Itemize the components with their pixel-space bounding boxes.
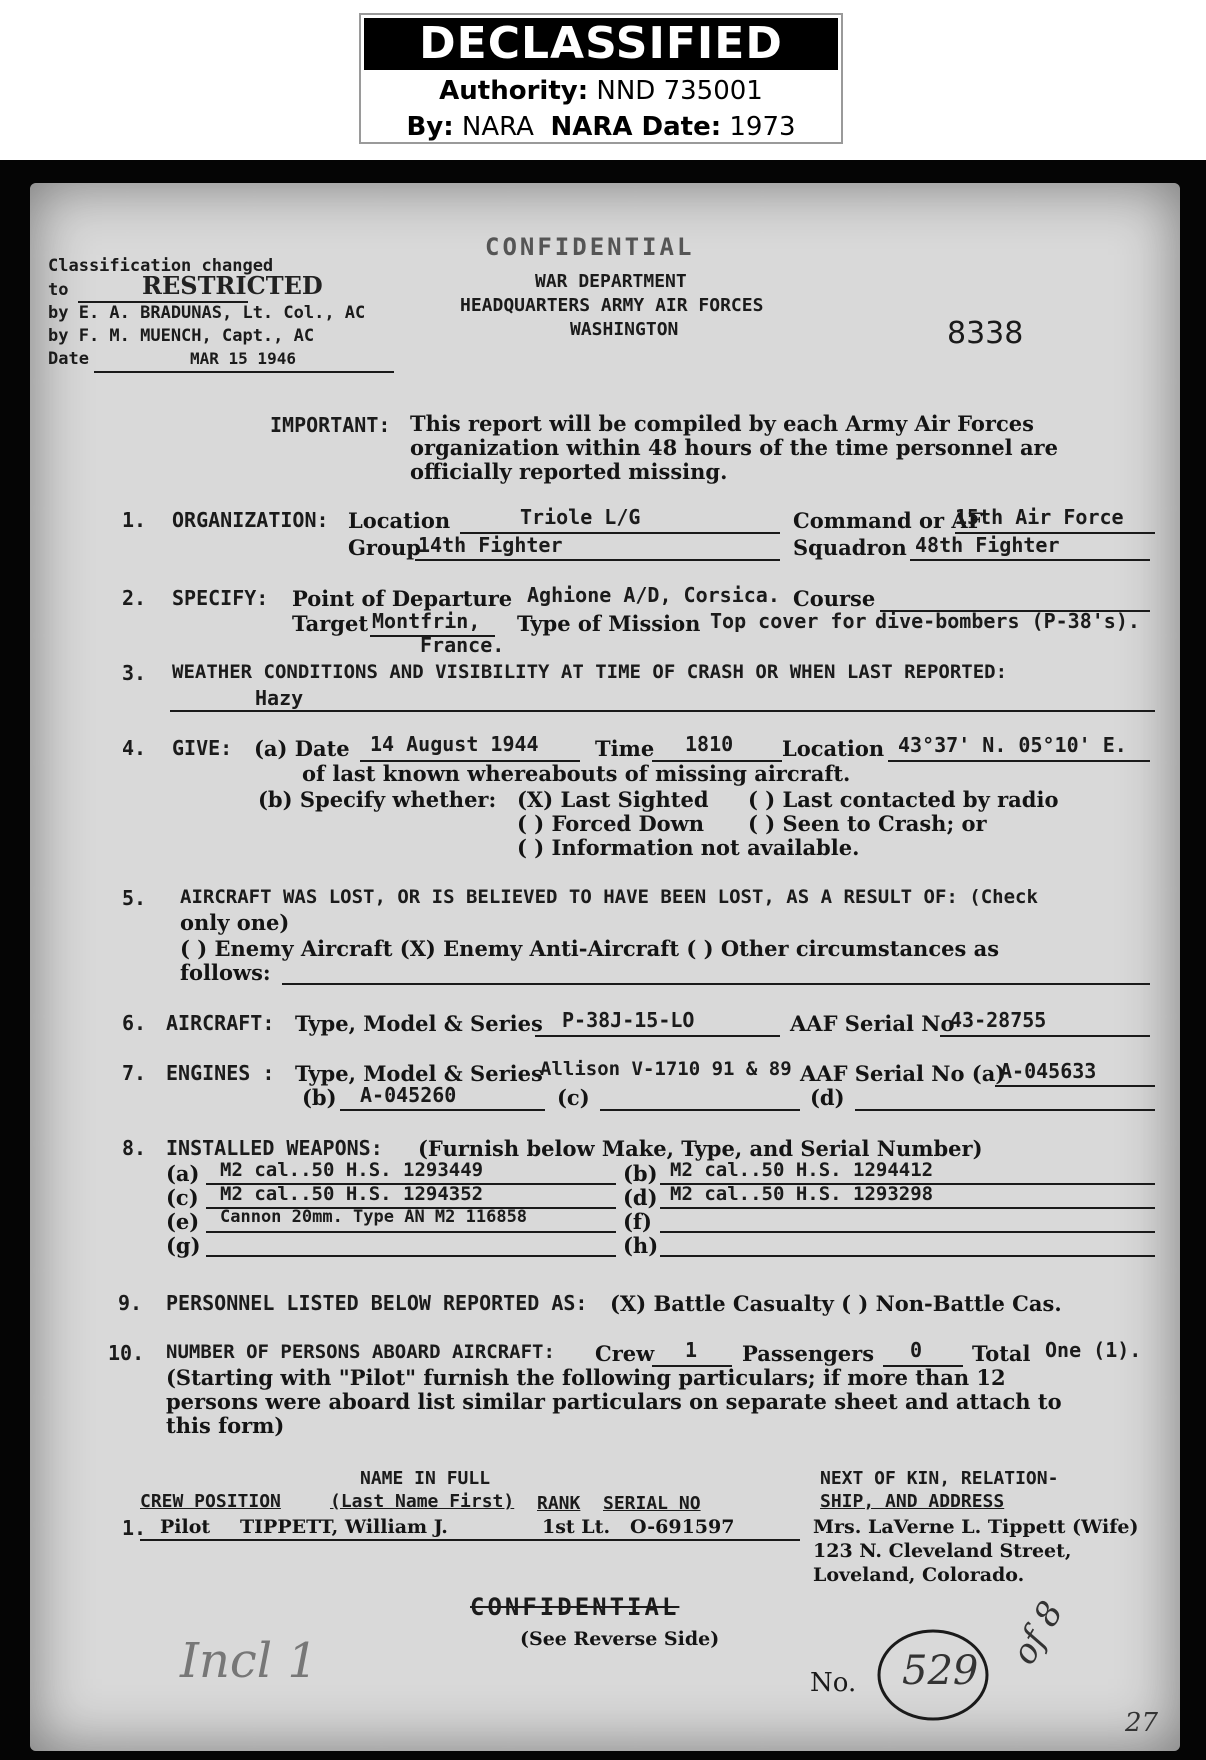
s4-opt5: ( ) Information not available. xyxy=(517,835,860,860)
s4-location-value: 43°37' N. 05°10' E. xyxy=(898,733,1127,757)
s10-crew-label: Crew xyxy=(595,1341,655,1366)
classification-to-label: to xyxy=(48,280,69,300)
s10-line3: persons were aboard list similar particulars on separate sheet and attach to xyxy=(166,1389,1062,1414)
s8-e-value: Cannon 20mm. Type AN M2 116858 xyxy=(220,1207,528,1227)
footer-page: 27 xyxy=(1125,1708,1159,1738)
document-number: 8338 xyxy=(947,316,1024,351)
crew-kin3: Loveland, Colorado. xyxy=(813,1564,1025,1586)
classification-date-value: MAR 15 1946 xyxy=(190,349,296,368)
s9-label: PERSONNEL LISTED BELOW REPORTED AS: xyxy=(166,1291,588,1315)
s2-departure-value: Aghione A/D, Corsica. xyxy=(527,583,780,607)
crew-kin2: 123 N. Cleveland Street, xyxy=(813,1540,1072,1562)
s8-b-label: (b) xyxy=(623,1161,658,1186)
classification-by1: by E. A. BRADUNAS, Lt. Col., AC xyxy=(48,303,366,323)
s9-num: 9. xyxy=(118,1291,143,1315)
s2-mission-value: Top cover for xyxy=(710,609,867,633)
crew-row-num: 1. xyxy=(122,1516,147,1540)
s7-b-value: A-045260 xyxy=(360,1083,457,1107)
s3-value: Hazy xyxy=(255,686,304,710)
s3-label: WEATHER CONDITIONS AND VISIBILITY AT TIME OF CRASH OR WHEN LAST REPORTED: xyxy=(172,661,1008,683)
crew-rank: 1st Lt. xyxy=(542,1516,611,1538)
s7-a-value: A-045633 xyxy=(1000,1059,1097,1083)
declassified-stamp xyxy=(359,13,843,144)
s8-g-label: (g) xyxy=(166,1233,201,1258)
s4-a-label: (a) Date xyxy=(254,736,350,761)
footer-reverse: (See Reverse Side) xyxy=(520,1628,720,1650)
crew-header-name1: NAME IN FULL xyxy=(360,1468,491,1489)
s4-label: GIVE: xyxy=(172,736,233,760)
classification-top: CONFIDENTIAL xyxy=(485,233,695,261)
s8-d-value: M2 cal..50 H.S. 1293298 xyxy=(670,1183,934,1205)
s5-line4: follows: xyxy=(180,960,271,985)
s6-type-value: P-38J-15-LO xyxy=(562,1008,695,1032)
important-line1: This report will be compiled by each Army Air Forces xyxy=(410,411,1034,436)
classification-changed: Classification changed xyxy=(48,256,274,276)
s1-location-value: Triole L/G xyxy=(520,505,641,529)
s4-date-value: 14 August 1944 xyxy=(370,732,539,756)
stamp-by: By: NARA NARA Date: 1973 xyxy=(406,112,796,142)
headquarters: HEADQUARTERS ARMY AIR FORCES xyxy=(460,295,764,316)
s2-target-value2: France. xyxy=(420,633,505,657)
war-department: WAR DEPARTMENT xyxy=(535,271,687,292)
s4-b-label: (b) Specify whether: xyxy=(258,787,497,812)
crew-header-name2: (Last Name First) xyxy=(330,1491,515,1512)
s8-c-label: (c) xyxy=(166,1185,199,1210)
s5-line3: ( ) Enemy Aircraft (X) Enemy Anti-Aircraft ( ) Other circumstances as xyxy=(180,936,1000,961)
s2-mission-value2: dive-bombers (P-38's). xyxy=(875,609,1140,633)
s8-d-label: (d) xyxy=(623,1185,658,1210)
s1-location-label: Location xyxy=(348,508,451,533)
crew-header-kin2: SHIP, AND ADDRESS xyxy=(820,1491,1005,1512)
s8-e-label: (e) xyxy=(166,1209,200,1234)
s1-group-label: Group xyxy=(348,535,421,560)
crew-kin1: Mrs. LaVerne L. Tippett (Wife) xyxy=(813,1516,1139,1538)
important-line3: officially reported missing. xyxy=(410,459,728,484)
s7-type-label: Type, Model & Series xyxy=(295,1061,543,1086)
s6-num: 6. xyxy=(122,1011,147,1035)
s7-serial-label: AAF Serial No (a) xyxy=(800,1061,1006,1086)
s7-label: ENGINES : xyxy=(166,1061,275,1085)
s4-opt3: ( ) Forced Down xyxy=(517,811,705,836)
s8-h-label: (h) xyxy=(623,1233,659,1258)
crew-header-serial: SERIAL NO xyxy=(603,1493,701,1514)
crew-header-rank: RANK xyxy=(537,1493,581,1514)
s1-num: 1. xyxy=(122,508,147,532)
washington: WASHINGTON xyxy=(570,319,679,340)
crew-header-kin1: NEXT OF KIN, RELATION- xyxy=(820,1468,1059,1489)
s6-type-label: Type, Model & Series xyxy=(295,1011,543,1036)
s6-serial-value: 43-28755 xyxy=(950,1008,1047,1032)
s2-target-label: Target xyxy=(292,611,369,636)
s2-target-value: Montfrin, xyxy=(372,609,481,633)
s10-total-label: Total xyxy=(972,1341,1031,1366)
s8-num: 8. xyxy=(122,1136,147,1160)
s8-a-value: M2 cal..50 H.S. 1293449 xyxy=(220,1159,484,1181)
s1-command-value: 15th Air Force xyxy=(955,505,1124,529)
s1-command-label: Command or AF xyxy=(793,508,983,533)
s1-group-value: 14th Fighter xyxy=(418,533,563,557)
s2-course-label: Course xyxy=(793,586,876,611)
s2-num: 2. xyxy=(122,586,147,610)
footer-no-label: No. xyxy=(810,1668,857,1698)
s6-serial-label: AAF Serial No xyxy=(790,1011,955,1036)
s10-pass-label: Passengers xyxy=(742,1341,875,1366)
s2-departure-label: Point of Departure xyxy=(292,586,513,611)
classification-date-label: Date xyxy=(48,349,89,369)
crew-header-position: CREW POSITION xyxy=(140,1491,281,1512)
s2-label: SPECIFY: xyxy=(172,586,269,610)
footer-no-value: 529 xyxy=(902,1648,979,1694)
crew-name: TIPPETT, William J. xyxy=(240,1516,448,1538)
s10-total-value: One (1). xyxy=(1045,1338,1142,1362)
crew-position: Pilot xyxy=(160,1516,211,1538)
s8-a-label: (a) xyxy=(166,1161,200,1186)
s4-num: 4. xyxy=(122,736,147,760)
s8-b-value: M2 cal..50 H.S. 1294412 xyxy=(670,1159,934,1181)
s10-line2: (Starting with "Pilot" furnish the following particulars; if more than 12 xyxy=(166,1365,1006,1390)
s8-note: (Furnish below Make, Type, and Serial Number) xyxy=(418,1136,983,1161)
s10-pass-value: 0 xyxy=(910,1338,923,1362)
classification-to-value: RESTRICTED xyxy=(142,271,323,300)
footer-classification: CONFIDENTIAL xyxy=(470,1593,680,1621)
important-line2: organization within 48 hours of the time personnel are xyxy=(410,435,1058,460)
s10-label: NUMBER OF PERSONS ABOARD AIRCRAFT: xyxy=(166,1341,555,1363)
s4-opt4: ( ) Seen to Crash; or xyxy=(748,811,987,836)
footer-fraction: of 8 xyxy=(1004,1594,1072,1672)
s8-c-value: M2 cal..50 H.S. 1294352 xyxy=(220,1183,484,1205)
s8-f-label: (f) xyxy=(623,1209,652,1234)
s7-num: 7. xyxy=(122,1061,147,1085)
s10-line4: this form) xyxy=(166,1413,285,1438)
stamp-authority: Authority: NND 735001 xyxy=(439,76,763,106)
s4-opt1: (X) Last Sighted xyxy=(517,787,709,812)
important-label: IMPORTANT: xyxy=(270,413,391,437)
s7-type-value: Allison V-1710 91 & 89 xyxy=(540,1058,792,1080)
s4-line2: of last known whereabouts of missing aircraft. xyxy=(302,761,851,786)
s2-mission-label: Type of Mission xyxy=(517,611,701,636)
s9-value: (X) Battle Casualty ( ) Non-Battle Cas. xyxy=(610,1291,1062,1316)
s5-line1: AIRCRAFT WAS LOST, OR IS BELIEVED TO HAVE BEEN LOST, AS A RESULT OF: (Check xyxy=(180,886,1038,908)
s5-num: 5. xyxy=(122,886,147,910)
s4-location-label: Location xyxy=(782,736,885,761)
s1-label: ORGANIZATION: xyxy=(172,508,329,532)
s1-squadron-label: Squadron xyxy=(793,535,907,560)
s10-num: 10. xyxy=(108,1341,145,1365)
s6-label: AIRCRAFT: xyxy=(166,1011,275,1035)
s4-time-label: Time xyxy=(595,736,655,761)
footer-incl: Incl 1 xyxy=(180,1633,318,1689)
stamp-title: DECLASSIFIED xyxy=(364,18,838,70)
s3-num: 3. xyxy=(122,661,147,685)
report-form xyxy=(30,183,1180,1751)
s10-crew-value: 1 xyxy=(685,1338,698,1362)
s5-line2: only one) xyxy=(180,910,290,935)
s7-d-label: (d) xyxy=(810,1085,845,1110)
s7-c-label: (c) xyxy=(557,1085,590,1110)
s4-time-value: 1810 xyxy=(685,732,734,756)
s1-squadron-value: 48th Fighter xyxy=(915,533,1060,557)
crew-serial: O-691597 xyxy=(630,1516,735,1538)
s7-b-label: (b) xyxy=(302,1085,337,1110)
classification-by2: by F. M. MUENCH, Capt., AC xyxy=(48,326,315,346)
s4-opt2: ( ) Last contacted by radio xyxy=(748,787,1059,812)
s8-label: INSTALLED WEAPONS: xyxy=(166,1136,383,1160)
